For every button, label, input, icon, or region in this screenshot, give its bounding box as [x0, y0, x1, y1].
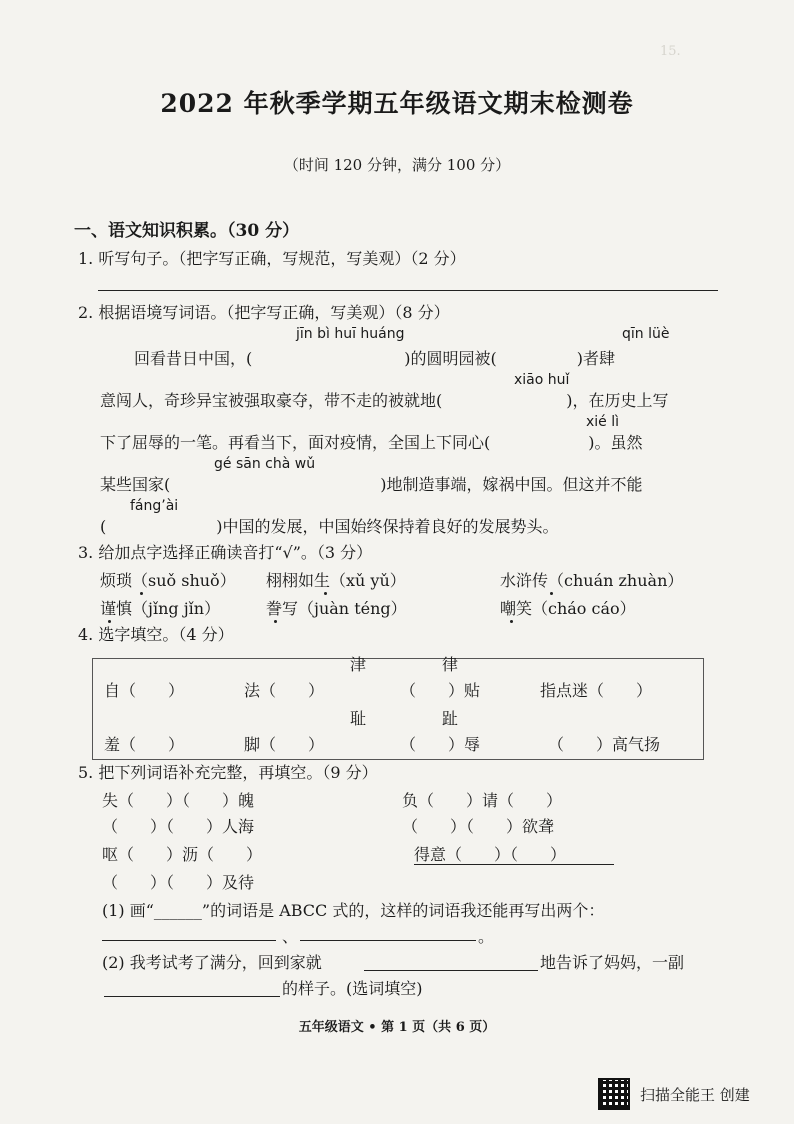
emphasis-dot [274, 620, 277, 623]
answer-line [300, 940, 476, 941]
q2-line-3 [100, 430, 643, 453]
fill-item: （ ）辱 [400, 735, 481, 754]
underline-mark [414, 864, 614, 865]
subquestion-2-line2: 的样子。(选词填空) [282, 979, 423, 998]
idiom-item: （ ）（ ）人海 [102, 817, 255, 836]
scanner-watermark [598, 1078, 750, 1110]
qr-code-icon [598, 1078, 630, 1110]
fill-item: 指点迷（ ） [540, 681, 653, 700]
q2-line-2 [100, 388, 669, 411]
page-title: 2022 年秋季学期五年级语文期末检测卷 [160, 89, 634, 118]
emphasis-dot [324, 592, 327, 595]
pronunciation-item: 嘲笑（cháo cáo） [500, 599, 636, 618]
idiom-item: （ ）（ ）及待 [102, 873, 255, 892]
text: )，在历史上写 [566, 391, 669, 410]
pinyin: gé sān chà wǔ [214, 456, 316, 472]
pronunciation-item: 水浒传（chuán zhuàn） [500, 571, 684, 590]
pinyin: qīn lüè [622, 326, 670, 342]
text: )。虽然 [588, 433, 643, 452]
answer-line [364, 970, 538, 971]
text: ( [100, 517, 107, 536]
section-heading: 一、语文知识积累。（30 分） [74, 221, 300, 241]
option-char: 耻 [350, 709, 367, 728]
pinyin: xiāo huǐ [514, 372, 570, 388]
pronunciation-item: 烦琐（suǒ shuǒ） [100, 571, 236, 590]
subquestion-1: (1) 画“______”的词语是 ABCC 式的，这样的词语我还能再写出两个： [102, 901, 605, 920]
separator: 、 [282, 927, 299, 946]
text: 回看昔日中国，( [134, 349, 253, 368]
idiom-item: 失（ ）（ ）魄 [102, 791, 255, 810]
period: 。 [478, 927, 495, 946]
page-footer: 五年级语文 • 第 1 页（共 6 页） [298, 1020, 496, 1035]
question-5: 5. 把下列词语补充完整，再填空。（9 分） [78, 763, 378, 782]
pinyin: xié lì [586, 414, 620, 430]
q2-line-5 [100, 514, 559, 537]
pronunciation-item: 誊写（juàn téng） [266, 599, 407, 618]
q2-line-4 [100, 472, 643, 495]
text: )地制造事端，嫁祸中国。但这并不能 [380, 475, 643, 494]
question-4: 4. 选字填空。（4 分） [78, 625, 234, 644]
idiom-item-underlined: 得意（ ）（ ） [414, 845, 567, 864]
idiom-item: 呕（ ）沥（ ） [102, 845, 263, 864]
emphasis-dot [550, 592, 553, 595]
option-char: 律 [442, 655, 459, 674]
fill-item: （ ）高气扬 [548, 735, 661, 754]
answer-line [98, 290, 718, 291]
text: 意闯人，奇珍异宝被强取豪夺，带不走的被就地( [100, 391, 443, 410]
pronunciation-item: 谨慎（jǐng jǐn） [100, 599, 221, 618]
fill-item: （ ）贴 [400, 681, 481, 700]
subquestion-2: (2) 我考试考了满分，回到家就 [102, 953, 322, 972]
pinyin: fáng’ài [130, 498, 179, 514]
idiom-item: 负（ ）请（ ） [402, 791, 563, 810]
scanner-label: 扫描全能王 创建 [640, 1085, 750, 1104]
text: )中国的发展，中国始终保持着良好的发展势头。 [216, 517, 559, 536]
question-1: 1. 听写句子。（把字写正确，写规范，写美观）（2 分） [78, 249, 466, 268]
text: )者肆 [576, 349, 615, 368]
question-2: 2. 根据语境写词语。（把字写正确，写美观）（8 分） [78, 303, 450, 322]
text: )的圆明园被( [404, 349, 497, 368]
page-subtitle: （时间 120 分钟，满分 100 分） [283, 156, 511, 174]
idiom-item: （ ）（ ）欲聋 [402, 817, 555, 836]
fill-item: 脚（ ） [244, 735, 325, 754]
subquestion-2-end: 地告诉了妈妈，一副 [540, 953, 685, 972]
option-char: 津 [350, 655, 367, 674]
fill-item: 自（ ） [104, 681, 185, 700]
fill-item: 法（ ） [244, 681, 325, 700]
answer-line [102, 940, 276, 941]
emphasis-dot [140, 592, 143, 595]
pinyin: jīn bì huī huáng [296, 326, 405, 342]
text: 下了屈辱的一笔。再看当下，面对疫情，全国上下同心( [100, 433, 491, 452]
q2-line-1 [134, 346, 615, 369]
answer-line [104, 996, 280, 997]
pronunciation-item: 栩栩如生（xǔ yǔ） [266, 571, 406, 590]
option-char: 趾 [442, 709, 459, 728]
fill-item: 羞（ ） [104, 735, 185, 754]
bleed-text: 15. [660, 44, 681, 59]
question-3: 3. 给加点字选择正确读音打“√”。（3 分） [78, 543, 373, 562]
emphasis-dot [510, 620, 513, 623]
text: 某些国家( [100, 475, 171, 494]
